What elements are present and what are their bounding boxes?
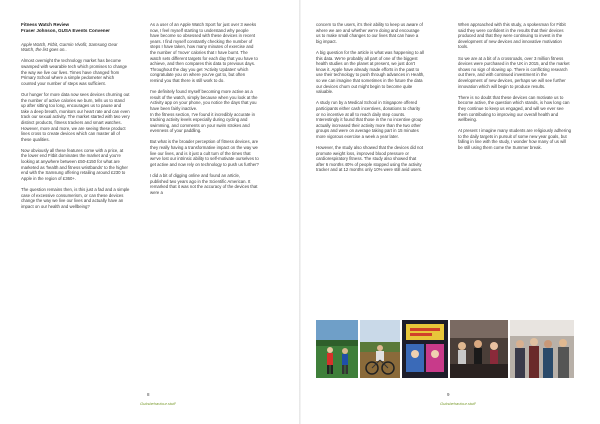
paragraph: I did a bit of digging online and found an article, published two years ago in the Scientific American. It remarked that it was not the accuracy of the devices that were a	[150, 173, 258, 195]
article-byline: Apple Watch, Fitbit, Garmin Vivofit, Samsung Gear Watch, the list goes on..	[21, 41, 118, 53]
page-gutter	[299, 0, 301, 424]
paragraph: In the fitness section, I've found it incredibly accurate in tracking activity levels especially during cycling and swimming, and comments on your swim strokes and evenness of your paddling.	[150, 111, 255, 134]
paragraph: As a user of an Apple Watch Sport for just over 3 weeks now, I feel myself starting to understand why people have become so obsessed with these devices in recent years. I find myself constantly checking the number of steps I have taken, how many minutes of exercise and the number of 'move' calories that I have burnt. The watch sets different targets for each day that you have to achieve, and then compares this data to previous days. Throughout the day you get 'Activity Updates' which congratulate you on where you've got to, but often remind you that there is still work to do.	[150, 22, 258, 83]
paragraph: When approached with this study, a spokesman for Fitbit said they were confident in the results that their devices produced and that they were continuing to invest in the development of new devices and innovative motivation tools.	[458, 22, 566, 50]
paragraph: Our hunger for more data now sees devices churning out the number of active calories we burn, tells us to stand up after sitting too long, encourages us to pause and take a deep breath, monitors our heart rate and can even track our sexual activity. The market started with two very distinct products, fitness trackers and smart watches. However, more and more, we are seeing these product lines cross to create devices which can master all of these qualities.	[21, 91, 130, 142]
article-column-2	[150, 22, 259, 201]
paragraph: However, the study also showed that the devices did not promote weight loss, improved blood pressure or cardiorespiratory fitness. The study also showed that after 6 months 40% of people stopped using the activity tracker and at 12 months only 10% were still avid users.	[316, 145, 424, 173]
page-number-right: 9	[447, 392, 450, 397]
paragraph: Now obviously all these features come with a price, at the lower end Fitbit dominates the market and you're looking at anywhere between £50-£150 for what are marketed as 'health and fitness wristbands' to the higher end with the Samsung offering retailing around £230 to Apple in the region of £360+.	[21, 147, 128, 181]
paragraph: A study run by a Medical School in Singapore offered participants either cash incentives, donations to charity or no incentive at all to reach daily step counts. Interestingly it found that those in the no incentive group actually increased their activity more than the two other groups and were on average taking part in 15 minutes more vigorous exercise a week a year later.	[316, 100, 423, 139]
article-column-4	[458, 22, 572, 156]
photo-event-poster	[402, 320, 448, 378]
article-author: Fraser Johnson, GUSA Events Convener	[21, 27, 110, 33]
paragraph: The question remains then, is this just a fad and a simple case of excessive consumerism, or can these devices change the way we live our lives and actually have an impact on our health and wellbeing?	[21, 187, 130, 209]
paragraph: A big question for the article is what was happening to all this data. We're probably all part of one of the biggest health studies on the planet at present, we just don't know it. Apple have already made efforts in the past to use their technology to push through advances in Health, so we can imagine that sometimes in the future the data our devices churn out might begin to become quite valuable.	[316, 49, 425, 95]
paragraph: I've definitely found myself becoming more active as a result of the watch, simply because when you look at the Activity app on your phone, you notice the days that you have been fairly inactive.	[150, 89, 258, 111]
article-column-1	[21, 22, 130, 215]
article-headline: Fitness Watch Review	[21, 22, 70, 27]
paragraph: But what is the broader perception of fitness devices, are they really having a transformative impact on the way we live our lives, and is it just a cult turn of the times that we've lost our intrinsic ability to self-motivate ourselves to get active and now rely on technology to push us further?	[150, 139, 259, 167]
paragraph: So we are at a bit of a crossroads, over 3 million fitness devices were purchased in the UK in 2015, and the market shows no sign of slowing up. There is conflicting research out there, and with continued investment in the development of new devices, perhaps we will see further innovation which will begin to produce results.	[458, 55, 570, 89]
paragraph: At present I imagine many students are religiously adhering to the daily targets in pursuit of some new year goals, but falling in line with the study, I wonder how many of us will be still using them come the Summer break.	[458, 128, 571, 151]
photo-fitness-class	[450, 320, 508, 378]
article-column-3	[316, 22, 425, 179]
photo-cyclist	[360, 320, 400, 378]
footer-site-left: Guksbehaviour.stuff	[140, 401, 176, 406]
paragraph: concern to the users, it's their ability to keep us aware of where we are and whether we're doing and encourage us to make small changes to our lives that can have a big impact.	[316, 22, 423, 44]
photo-runners	[316, 320, 358, 378]
paragraph: Almost overnight the technology market has become swamped with wearable tech which promises to change the way we live our lives. Times have changed from Primary School where a simple pedometer which counted your number of steps was sufficient.	[21, 58, 128, 86]
page-number-left: 8	[147, 392, 150, 397]
paragraph: There is no doubt that these devices can motivate us to become active, the question which stands, is how long can they continue to keep us engaged, and will we ever see them contributing to improving our overall health and wellbeing.	[458, 94, 570, 123]
photo-crowd	[510, 320, 574, 378]
footer-site-right: Guksbehaviour.stuff	[440, 401, 476, 406]
